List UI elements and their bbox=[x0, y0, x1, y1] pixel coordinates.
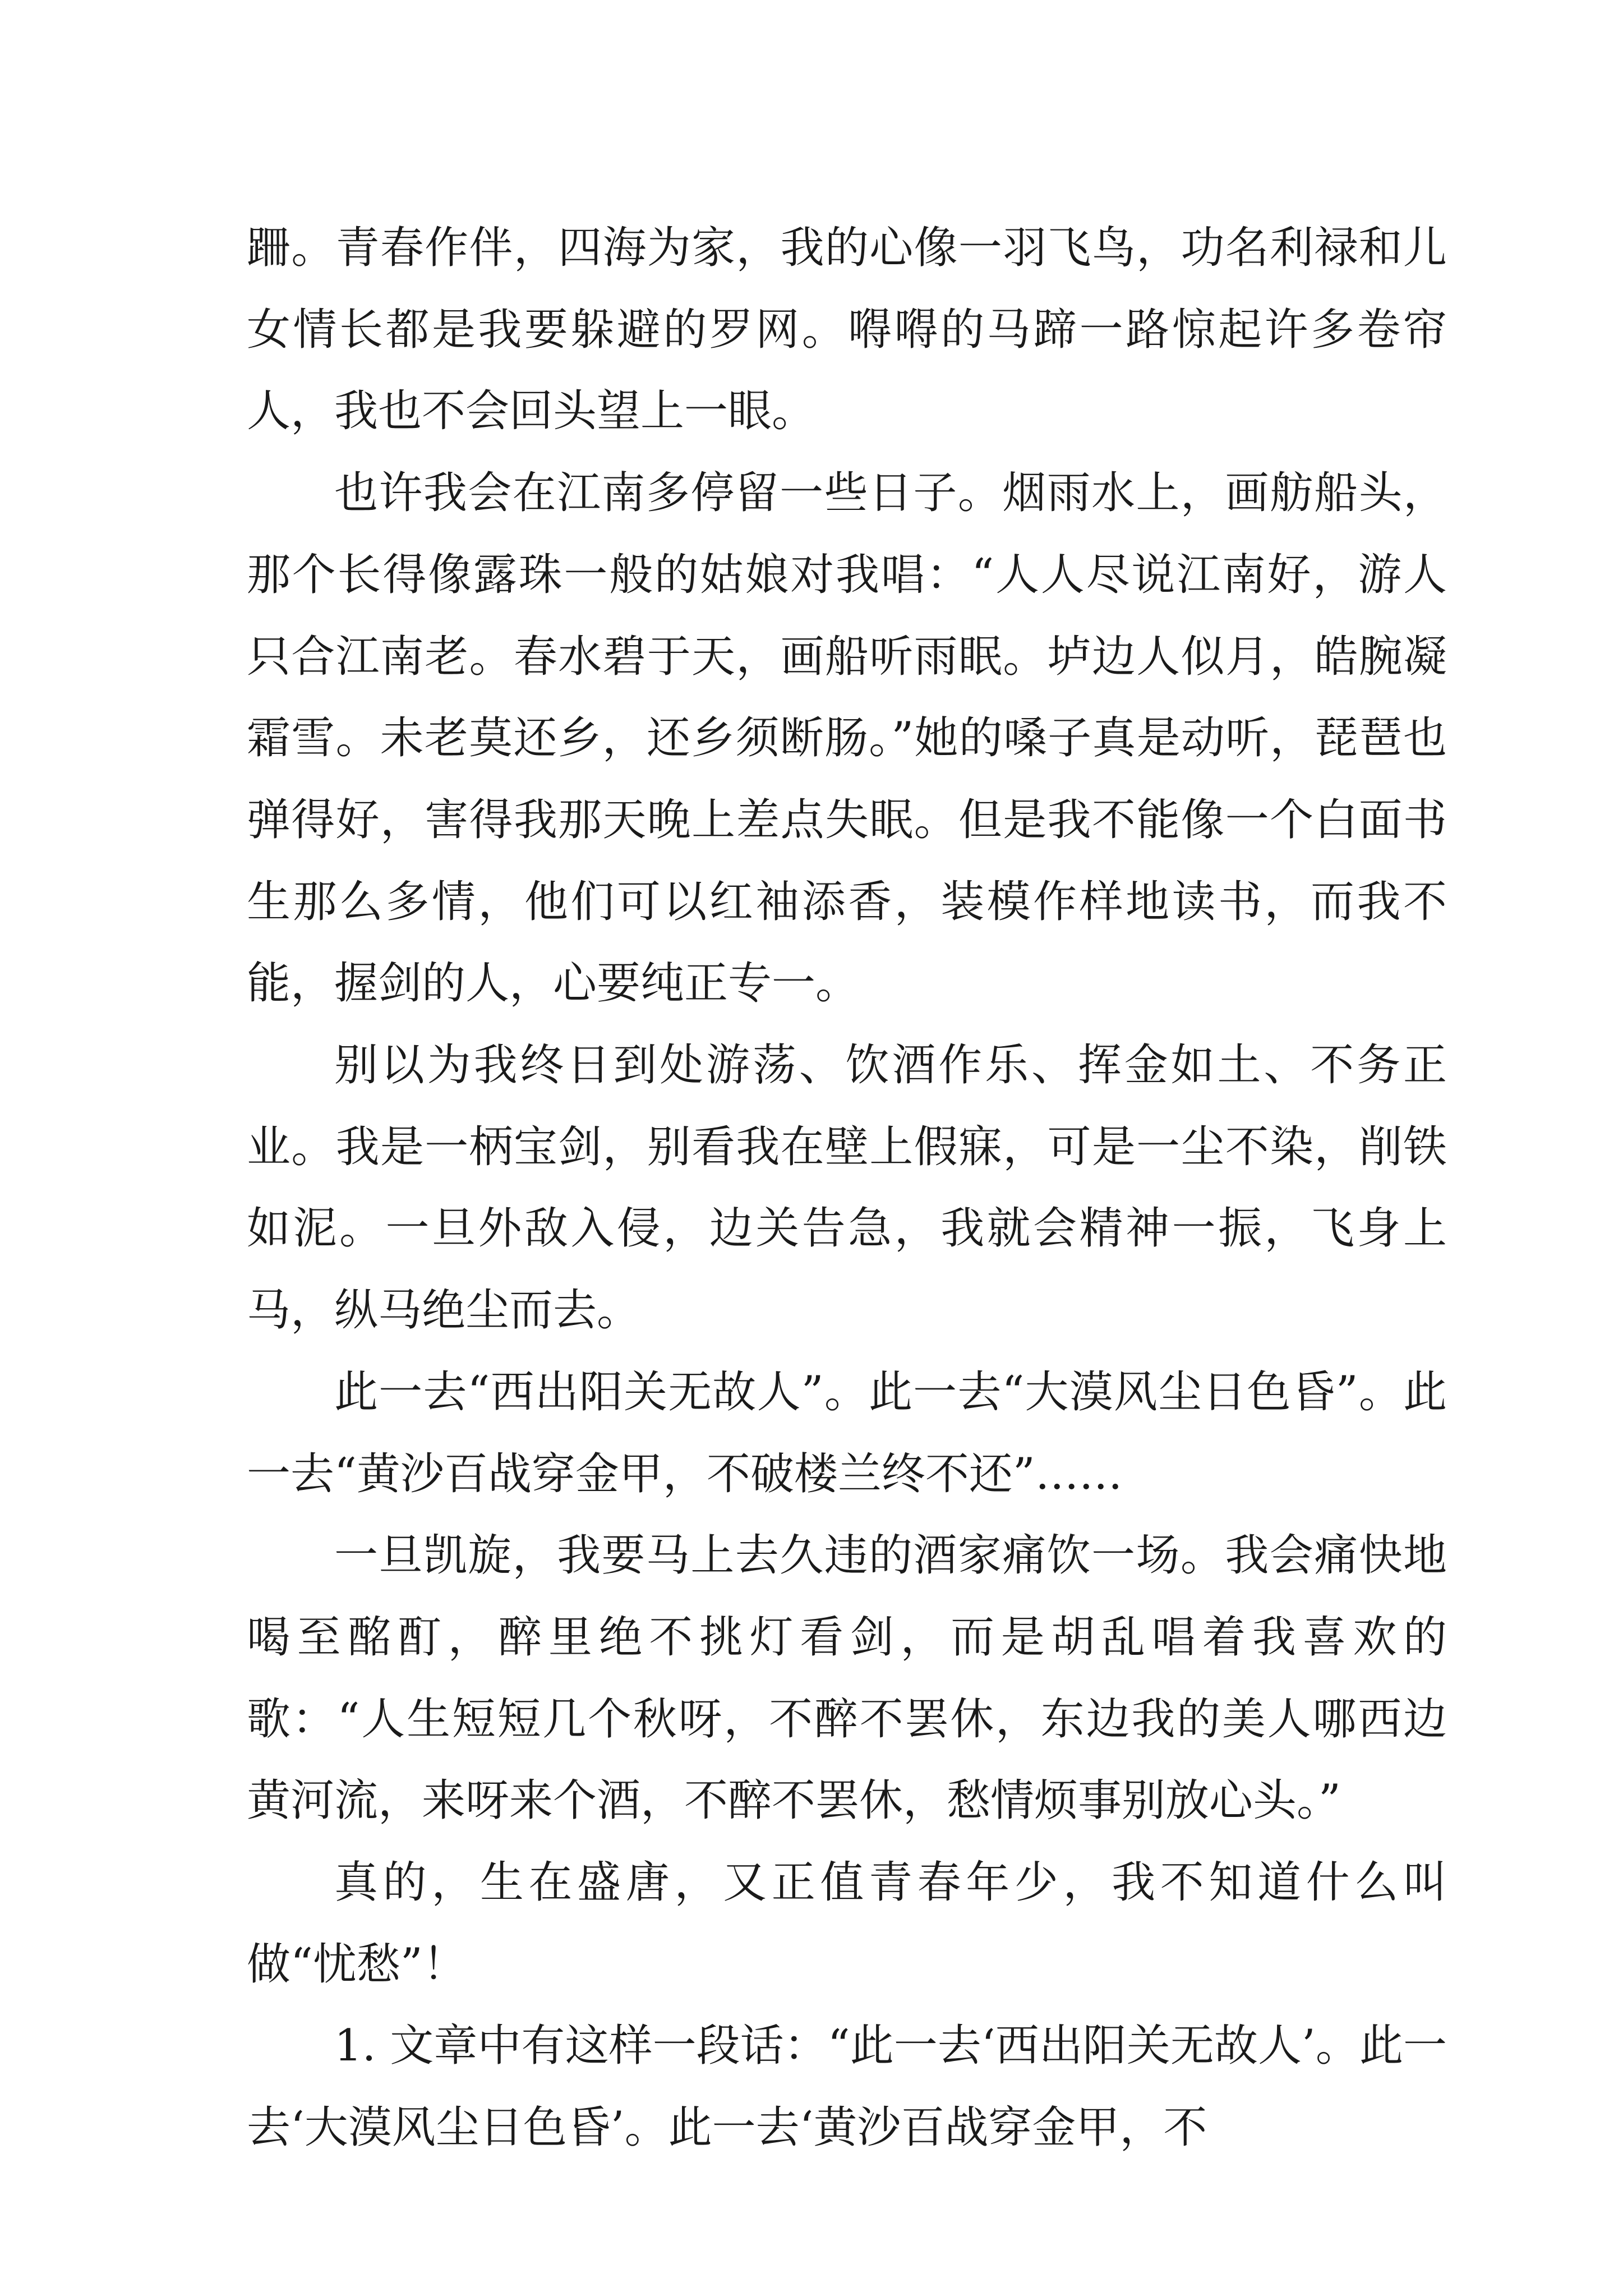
paragraph-triumph: 一旦凯旋，我要马上去久违的酒家痛饮一场。我会痛快地喝至酩酊，醉里绝不挑灯看剑，而是胡乱唱着我喜欢的歌：“人生短短几个秋呀，不醉不罢休，东边我的美人哪西边黄河流，来呀来个酒，不醉不罢休，愁情烦事别放心头。” bbox=[247, 1530, 1447, 1826]
paragraph-continuation: 跚。青春作伴，四海为家，我的心像一羽飞鸟，功名利禄和儿女情长都是我要躲避的罗网。嘚嘚的马蹄一路惊起许多卷帘人，我也不会回头望上一眼。 bbox=[247, 223, 1447, 437]
paragraph-jiangnan: 也许我会在江南多停留一些日子。烟雨水上，画舫船头，那个长得像露珠一般的姑娘对我唱：“人人尽说江南好，游人只合江南老。春水碧于天，画船听雨眠。垆边人似月，皓腕凝霜雪。未老莫还乡，还乡须断肠。”她的嗓子真是动听，琵琶也弹得好，害得我那天晚上差点失眠。但是我不能像一个白面书生那么多情，他们可以红袖添香，装模作样地读书，而我不能，握剑的人，心要纯正专一。 bbox=[247, 468, 1447, 1009]
paragraph-departure: 此一去“西出阳关无故人”。此一去“大漠风尘日色昏”。此一去“黄沙百战穿金甲，不破楼兰终不还”…… bbox=[247, 1366, 1447, 1499]
paragraph-conclusion: 真的，生在盛唐，又正值青春年少，我不知道什么叫做“忧愁”！ bbox=[247, 1857, 1447, 1990]
paragraph-sword: 别以为我终日到处游荡、饮酒作乐、挥金如土、不务正业。我是一柄宝剑，别看我在壁上假寐，可是一尘不染，削铁如泥。一旦外敌入侵，边关告急，我就会精神一振，飞身上马，纵马绝尘而去。 bbox=[247, 1040, 1447, 1336]
question-1: 1. 文章中有这样一段话：“此一去‘西出阳关无故人’。此一去‘大漠风尘日色昏’。此一去‘黄沙百战穿金甲，不 bbox=[247, 2021, 1447, 2154]
body-text bbox=[247, 208, 1447, 2169]
